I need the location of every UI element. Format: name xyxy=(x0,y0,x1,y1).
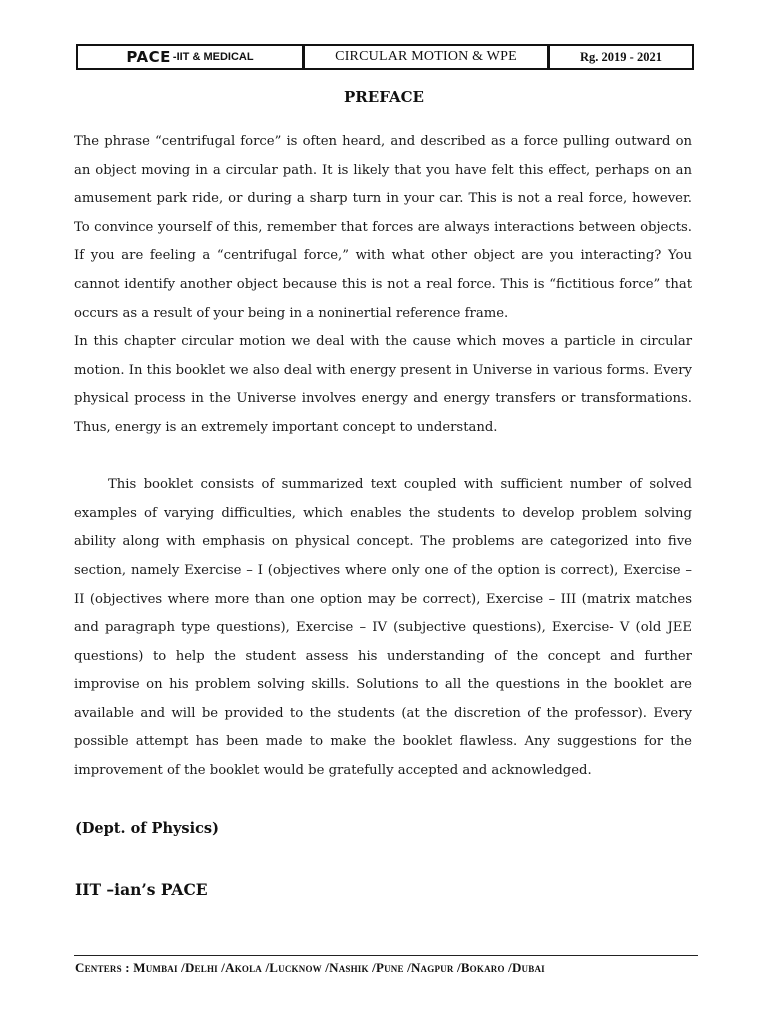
paragraph-booklet-structure: This booklet consists of summarized text coupled with sufficient number of solved examples of varying difficulties, which enables the students to develop problem solving ability along with emphasis on physical concept. The problems are categorized into five section, namely Exercise – I (objectives where only one of the option is correct), Exercise – II (objectives where more than one option may be correct), Exercise – III (matrix matches and paragraph type questions), Exercise – IV (subjective questions), Exercise- V (old JEE questions) to help the student assess his understanding of the concept and further improvise on his problem solving skills. Solutions to all the questions in the booklet are available and will be provided to the students (at the discretion of the professor). Every possible attempt has been made to make the booklet flawless. Any suggestions for the improvement of the booklet would be gratefully accepted and acknowledged. xyxy=(74,477,692,779)
session-label: Rg. 2019 - 2021 xyxy=(580,49,662,64)
footer-centers: Centers : Mumbai /Delhi /Akola /Lucknow /Nashik /Pune /Nagpur /Bokaro /Dubai xyxy=(75,960,545,975)
signature-organization: IIT –ian’s PACE xyxy=(75,880,208,899)
subject-title: CIRCULAR MOTION & WPE xyxy=(335,49,517,64)
page-title: PREFACE xyxy=(344,88,424,106)
brand-cell xyxy=(78,46,305,68)
preface-body xyxy=(74,128,692,786)
paragraph-chapter-scope: In this chapter circular motion we deal with the cause which moves a particle in circular motion. In this booklet we also deal with energy present in Universe in various forms. Every physical process in the Universe involves energy and energy transfers or transformations. Thus, energy is an extremely important concept to understand. xyxy=(74,334,692,435)
pace-logo: PACE xyxy=(126,48,171,66)
session-cell xyxy=(550,46,692,68)
brand-tagline: -IIT & MEDICAL xyxy=(172,51,254,63)
paragraph-spacer xyxy=(74,443,692,472)
subject-cell xyxy=(305,46,550,68)
footer-divider xyxy=(74,955,698,956)
signature-department: (Dept. of Physics) xyxy=(75,820,219,837)
paragraph-centrifugal: The phrase “centrifugal force” is often heard, and described as a force pulling outward on an object moving in a circular path. It is likely that you have felt this effect, perhaps on an amusement park ride, or during a sharp turn in your car. This is not a real force, however. To convince yourself of this, remember that forces are always interactions between objects. If you are feeling a “centrifugal force,” with what other object are you interacting? You cannot identify another object because this is not a real force. This is “fictitious force” that occurs as a result of your being in a noninertial reference frame. xyxy=(74,134,692,321)
page-header xyxy=(76,44,694,70)
